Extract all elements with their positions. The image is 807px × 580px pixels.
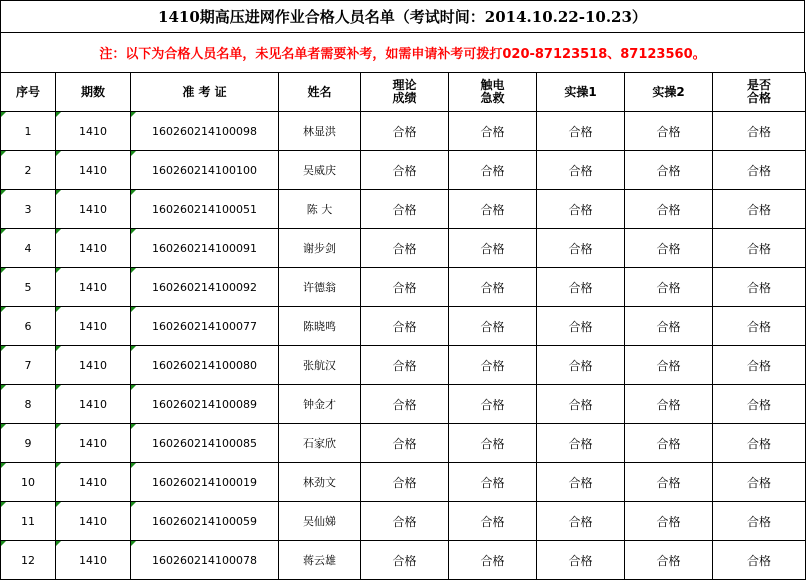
cell-seq[interactable] <box>1 229 56 268</box>
cell-prac1-value: 合格 <box>568 358 593 373</box>
cell-prac1[interactable] <box>537 268 625 307</box>
cell-seq-value: 3 <box>24 202 32 216</box>
cell-cert[interactable] <box>131 229 279 268</box>
cell-prac1[interactable] <box>537 190 625 229</box>
cell-pass-value: 合格 <box>746 319 771 334</box>
cell-name[interactable] <box>279 268 361 307</box>
cell-theory[interactable] <box>361 463 449 502</box>
cell-prac2[interactable] <box>625 463 713 502</box>
cell-shock[interactable] <box>449 229 537 268</box>
cell-period-value: 1410 <box>79 358 107 372</box>
number-as-text-indicator-icon <box>1 307 6 312</box>
cell-shock[interactable] <box>449 424 537 463</box>
cell-shock[interactable] <box>449 385 537 424</box>
cell-prac1-value: 合格 <box>568 163 593 178</box>
cell-pass-value: 合格 <box>746 124 771 139</box>
cell-name[interactable] <box>279 463 361 502</box>
cell-shock[interactable] <box>449 112 537 151</box>
cell-prac1[interactable] <box>537 151 625 190</box>
cell-seq[interactable] <box>1 268 56 307</box>
cell-pass[interactable] <box>713 463 806 502</box>
cell-name[interactable] <box>279 190 361 229</box>
number-as-text-indicator-icon <box>1 151 6 156</box>
number-as-text-indicator-icon <box>131 190 136 195</box>
cell-name-value: 许德翁 <box>303 281 336 294</box>
cell-seq-value: 8 <box>24 397 32 411</box>
cell-name-value: 吴威庆 <box>303 164 336 177</box>
cell-cert-value: 160260214100077 <box>152 319 257 333</box>
number-as-text-indicator-icon <box>56 307 61 312</box>
cell-seq[interactable] <box>1 385 56 424</box>
cell-period-value: 1410 <box>79 397 107 411</box>
cell-theory-value: 合格 <box>392 241 417 256</box>
cell-pass[interactable] <box>713 307 806 346</box>
number-as-text-indicator-icon <box>131 229 136 234</box>
cell-prac2[interactable] <box>625 268 713 307</box>
cell-pass[interactable] <box>713 268 806 307</box>
number-as-text-indicator-icon <box>56 229 61 234</box>
cell-prac2[interactable] <box>625 541 713 580</box>
cell-theory[interactable] <box>361 190 449 229</box>
results-table <box>0 72 806 580</box>
table-row <box>1 463 806 502</box>
number-as-text-indicator-icon <box>1 190 6 195</box>
number-as-text-indicator-icon <box>1 268 6 273</box>
cell-prac1-value: 合格 <box>568 202 593 217</box>
cell-theory[interactable] <box>361 424 449 463</box>
cell-seq-value: 2 <box>24 163 32 177</box>
cell-prac2-value: 合格 <box>656 163 681 178</box>
header-shock-line2: 急救 <box>480 91 505 105</box>
cell-cert[interactable] <box>131 463 279 502</box>
cell-theory-value: 合格 <box>392 397 417 412</box>
cell-period[interactable] <box>56 307 131 346</box>
cell-period-value: 1410 <box>79 163 107 177</box>
header-prac2[interactable]: 实操2 <box>625 73 713 112</box>
cell-cert-value: 160260214100019 <box>152 475 257 489</box>
cell-shock[interactable] <box>449 151 537 190</box>
page-title: 1410期高压进网作业合格人员名单（考试时间：2014.10.22-10.23） <box>0 0 805 32</box>
cell-period[interactable] <box>56 424 131 463</box>
cell-seq[interactable] <box>1 541 56 580</box>
cell-period[interactable] <box>56 112 131 151</box>
cell-pass[interactable] <box>713 385 806 424</box>
table-row <box>1 424 806 463</box>
cell-name-value: 谢步剑 <box>303 242 336 255</box>
number-as-text-indicator-icon <box>56 151 61 156</box>
cell-shock-value: 合格 <box>480 553 505 568</box>
cell-period-value: 1410 <box>79 280 107 294</box>
cell-cert-value: 160260214100051 <box>152 202 257 216</box>
cell-seq-value: 7 <box>24 358 32 372</box>
cell-prac2-value: 合格 <box>656 397 681 412</box>
cell-theory-value: 合格 <box>392 553 417 568</box>
cell-cert-value: 160260214100059 <box>152 514 257 528</box>
cell-prac2[interactable] <box>625 424 713 463</box>
cell-pass[interactable] <box>713 346 806 385</box>
cell-prac1-value: 合格 <box>568 319 593 334</box>
table-row <box>1 229 806 268</box>
number-as-text-indicator-icon <box>131 463 136 468</box>
cell-period[interactable] <box>56 151 131 190</box>
number-as-text-indicator-icon <box>56 385 61 390</box>
cell-name[interactable] <box>279 151 361 190</box>
cell-shock[interactable] <box>449 541 537 580</box>
cell-prac1-value: 合格 <box>568 241 593 256</box>
cell-name[interactable] <box>279 307 361 346</box>
cell-period[interactable] <box>56 268 131 307</box>
cell-shock[interactable] <box>449 502 537 541</box>
cell-prac2-value: 合格 <box>656 319 681 334</box>
cell-theory-value: 合格 <box>392 163 417 178</box>
cell-prac1-value: 合格 <box>568 436 593 451</box>
cell-prac2[interactable] <box>625 229 713 268</box>
cell-prac1[interactable] <box>537 346 625 385</box>
table-row <box>1 112 806 151</box>
number-as-text-indicator-icon <box>1 541 6 546</box>
header-cert[interactable]: 准 考 证 <box>131 73 279 112</box>
cell-cert-value: 160260214100098 <box>152 124 257 138</box>
cell-theory-value: 合格 <box>392 475 417 490</box>
cell-pass[interactable] <box>713 502 806 541</box>
number-as-text-indicator-icon <box>56 502 61 507</box>
cell-period[interactable] <box>56 541 131 580</box>
number-as-text-indicator-icon <box>1 112 6 117</box>
cell-seq-value: 6 <box>24 319 32 333</box>
number-as-text-indicator-icon <box>131 502 136 507</box>
cell-name-value: 陈 大 <box>306 203 333 216</box>
cell-period[interactable] <box>56 346 131 385</box>
table-row <box>1 190 806 229</box>
cell-period-value: 1410 <box>79 514 107 528</box>
cell-theory[interactable] <box>361 229 449 268</box>
table-row <box>1 502 806 541</box>
cell-cert-value: 160260214100092 <box>152 280 257 294</box>
cell-prac1-value: 合格 <box>568 514 593 529</box>
header-pass-line2: 合格 <box>746 91 771 105</box>
number-as-text-indicator-icon <box>1 463 6 468</box>
cell-prac2[interactable] <box>625 346 713 385</box>
cell-seq[interactable] <box>1 151 56 190</box>
cell-theory-value: 合格 <box>392 358 417 373</box>
number-as-text-indicator-icon <box>56 463 61 468</box>
cell-period[interactable] <box>56 385 131 424</box>
cell-prac1[interactable] <box>537 502 625 541</box>
cell-shock[interactable] <box>449 346 537 385</box>
cell-pass-value: 合格 <box>746 358 771 373</box>
cell-pass[interactable] <box>713 229 806 268</box>
cell-period[interactable] <box>56 229 131 268</box>
cell-prac1-value: 合格 <box>568 397 593 412</box>
cell-cert[interactable] <box>131 502 279 541</box>
cell-seq-value: 11 <box>21 514 35 528</box>
number-as-text-indicator-icon <box>56 112 61 117</box>
cell-cert[interactable] <box>131 151 279 190</box>
cell-prac1[interactable] <box>537 541 625 580</box>
cell-period[interactable] <box>56 190 131 229</box>
cell-name[interactable] <box>279 424 361 463</box>
cell-shock-value: 合格 <box>480 397 505 412</box>
number-as-text-indicator-icon <box>56 424 61 429</box>
cell-pass-value: 合格 <box>746 241 771 256</box>
header-name[interactable]: 姓名 <box>279 73 361 112</box>
cell-pass[interactable] <box>713 151 806 190</box>
cell-name[interactable] <box>279 541 361 580</box>
header-seq[interactable]: 序号 <box>1 73 56 112</box>
cell-name-value: 蒋云雄 <box>303 554 336 567</box>
cell-cert-value: 160260214100080 <box>152 358 257 372</box>
cell-prac1-value: 合格 <box>568 553 593 568</box>
cell-name-value: 钟金才 <box>303 398 336 411</box>
cell-cert[interactable] <box>131 346 279 385</box>
cell-prac1[interactable] <box>537 229 625 268</box>
cell-shock[interactable] <box>449 190 537 229</box>
cell-cert[interactable] <box>131 541 279 580</box>
cell-prac2[interactable] <box>625 151 713 190</box>
cell-prac2[interactable] <box>625 190 713 229</box>
cell-prac2-value: 合格 <box>656 124 681 139</box>
cell-theory[interactable] <box>361 151 449 190</box>
cell-pass-value: 合格 <box>746 514 771 529</box>
cell-prac1[interactable] <box>537 385 625 424</box>
cell-prac2-value: 合格 <box>656 280 681 295</box>
number-as-text-indicator-icon <box>1 502 6 507</box>
cell-name-value: 吴仙娣 <box>303 515 336 528</box>
cell-shock-value: 合格 <box>480 163 505 178</box>
cell-prac2[interactable] <box>625 112 713 151</box>
table-row <box>1 385 806 424</box>
cell-shock-value: 合格 <box>480 241 505 256</box>
cell-name-value: 张航汉 <box>303 359 336 372</box>
cell-cert-value: 160260214100091 <box>152 241 257 255</box>
cell-cert[interactable] <box>131 112 279 151</box>
cell-theory[interactable] <box>361 541 449 580</box>
cell-period-value: 1410 <box>79 241 107 255</box>
number-as-text-indicator-icon <box>131 424 136 429</box>
cell-prac2[interactable] <box>625 307 713 346</box>
header-shock-line1: 触电 <box>480 78 505 92</box>
cell-period-value: 1410 <box>79 202 107 216</box>
cell-prac2-value: 合格 <box>656 202 681 217</box>
cell-name[interactable] <box>279 385 361 424</box>
header-theory-line2: 成绩 <box>392 91 417 105</box>
number-as-text-indicator-icon <box>1 424 6 429</box>
number-as-text-indicator-icon <box>131 385 136 390</box>
cell-shock-value: 合格 <box>480 475 505 490</box>
cell-prac1[interactable] <box>537 463 625 502</box>
cell-prac1-value: 合格 <box>568 475 593 490</box>
cell-pass[interactable] <box>713 424 806 463</box>
cell-pass[interactable] <box>713 112 806 151</box>
cell-period[interactable] <box>56 463 131 502</box>
cell-pass-value: 合格 <box>746 397 771 412</box>
cell-theory[interactable] <box>361 502 449 541</box>
cell-cert-value: 160260214100089 <box>152 397 257 411</box>
cell-pass-value: 合格 <box>746 163 771 178</box>
cell-shock[interactable] <box>449 307 537 346</box>
header-period[interactable]: 期数 <box>56 73 131 112</box>
cell-pass-value: 合格 <box>746 475 771 490</box>
cell-prac1[interactable] <box>537 307 625 346</box>
cell-pass-value: 合格 <box>746 202 771 217</box>
cell-prac2-value: 合格 <box>656 475 681 490</box>
cell-theory[interactable] <box>361 112 449 151</box>
cell-shock[interactable] <box>449 463 537 502</box>
cell-seq-value: 12 <box>21 553 35 567</box>
number-as-text-indicator-icon <box>56 268 61 273</box>
cell-prac2-value: 合格 <box>656 436 681 451</box>
cell-prac2-value: 合格 <box>656 553 681 568</box>
cell-period-value: 1410 <box>79 436 107 450</box>
cell-seq[interactable] <box>1 346 56 385</box>
cell-prac2[interactable] <box>625 502 713 541</box>
cell-period[interactable] <box>56 502 131 541</box>
cell-seq[interactable] <box>1 502 56 541</box>
cell-pass[interactable] <box>713 541 806 580</box>
header-pass[interactable] <box>713 73 806 112</box>
table-row <box>1 268 806 307</box>
number-as-text-indicator-icon <box>131 112 136 117</box>
cell-theory[interactable] <box>361 385 449 424</box>
number-as-text-indicator-icon <box>56 346 61 351</box>
cell-shock-value: 合格 <box>480 202 505 217</box>
number-as-text-indicator-icon <box>131 151 136 156</box>
header-theory-line1: 理论 <box>392 78 417 92</box>
table-row <box>1 307 806 346</box>
cell-prac2-value: 合格 <box>656 241 681 256</box>
cell-prac1[interactable] <box>537 424 625 463</box>
number-as-text-indicator-icon <box>1 385 6 390</box>
cell-period-value: 1410 <box>79 124 107 138</box>
cell-theory-value: 合格 <box>392 280 417 295</box>
cell-seq-value: 4 <box>24 241 32 255</box>
cell-seq-value: 9 <box>24 436 32 450</box>
cell-pass[interactable] <box>713 190 806 229</box>
number-as-text-indicator-icon <box>56 541 61 546</box>
cell-pass-value: 合格 <box>746 436 771 451</box>
cell-cert[interactable] <box>131 307 279 346</box>
cell-period-value: 1410 <box>79 553 107 567</box>
cell-theory[interactable] <box>361 346 449 385</box>
header-prac1[interactable]: 实操1 <box>537 73 625 112</box>
cell-prac2-value: 合格 <box>656 514 681 529</box>
header-pass-line1: 是否 <box>746 78 771 92</box>
table-row <box>1 541 806 580</box>
cell-cert-value: 160260214100085 <box>152 436 257 450</box>
cell-shock[interactable] <box>449 268 537 307</box>
notice-text: 注：以下为合格人员名单，未见名单者需要补考，如需申请补考可拨打020-87123518、87123560。 <box>0 32 805 72</box>
cell-name[interactable] <box>279 346 361 385</box>
header-shock[interactable] <box>449 73 537 112</box>
cell-seq[interactable] <box>1 463 56 502</box>
header-theory[interactable] <box>361 73 449 112</box>
number-as-text-indicator-icon <box>131 346 136 351</box>
cell-theory-value: 合格 <box>392 319 417 334</box>
cell-name[interactable] <box>279 502 361 541</box>
table-row <box>1 151 806 190</box>
cell-period-value: 1410 <box>79 475 107 489</box>
cell-seq[interactable] <box>1 112 56 151</box>
cell-name[interactable] <box>279 112 361 151</box>
cell-seq[interactable] <box>1 190 56 229</box>
cell-shock-value: 合格 <box>480 319 505 334</box>
cell-theory[interactable] <box>361 307 449 346</box>
cell-prac2-value: 合格 <box>656 358 681 373</box>
cell-theory-value: 合格 <box>392 124 417 139</box>
cell-name-value: 陈晓鸣 <box>303 320 336 333</box>
number-as-text-indicator-icon <box>1 346 6 351</box>
cell-cert-value: 160260214100100 <box>152 163 257 177</box>
cell-cert[interactable] <box>131 424 279 463</box>
cell-theory-value: 合格 <box>392 436 417 451</box>
number-as-text-indicator-icon <box>1 229 6 234</box>
cell-name-value: 林劲文 <box>303 476 336 489</box>
cell-name[interactable] <box>279 229 361 268</box>
cell-cert[interactable] <box>131 190 279 229</box>
header-row <box>1 73 806 112</box>
number-as-text-indicator-icon <box>131 307 136 312</box>
cell-shock-value: 合格 <box>480 436 505 451</box>
cell-name-value: 石家欣 <box>303 437 336 450</box>
cell-theory[interactable] <box>361 268 449 307</box>
cell-cert[interactable] <box>131 268 279 307</box>
cell-seq-value: 1 <box>24 124 32 138</box>
cell-cert[interactable] <box>131 385 279 424</box>
cell-shock-value: 合格 <box>480 358 505 373</box>
cell-pass-value: 合格 <box>746 553 771 568</box>
cell-seq[interactable] <box>1 307 56 346</box>
cell-seq[interactable] <box>1 424 56 463</box>
cell-period-value: 1410 <box>79 319 107 333</box>
cell-shock-value: 合格 <box>480 280 505 295</box>
cell-seq-value: 10 <box>21 475 35 489</box>
table-row <box>1 346 806 385</box>
cell-shock-value: 合格 <box>480 514 505 529</box>
number-as-text-indicator-icon <box>131 268 136 273</box>
cell-name-value: 林显洪 <box>303 125 336 138</box>
number-as-text-indicator-icon <box>131 541 136 546</box>
cell-prac1[interactable] <box>537 112 625 151</box>
cell-seq-value: 5 <box>24 280 32 294</box>
cell-shock-value: 合格 <box>480 124 505 139</box>
cell-theory-value: 合格 <box>392 202 417 217</box>
number-as-text-indicator-icon <box>56 190 61 195</box>
cell-prac2[interactable] <box>625 385 713 424</box>
cell-theory-value: 合格 <box>392 514 417 529</box>
cell-prac1-value: 合格 <box>568 124 593 139</box>
cell-prac1-value: 合格 <box>568 280 593 295</box>
cell-pass-value: 合格 <box>746 280 771 295</box>
cell-cert-value: 160260214100078 <box>152 553 257 567</box>
